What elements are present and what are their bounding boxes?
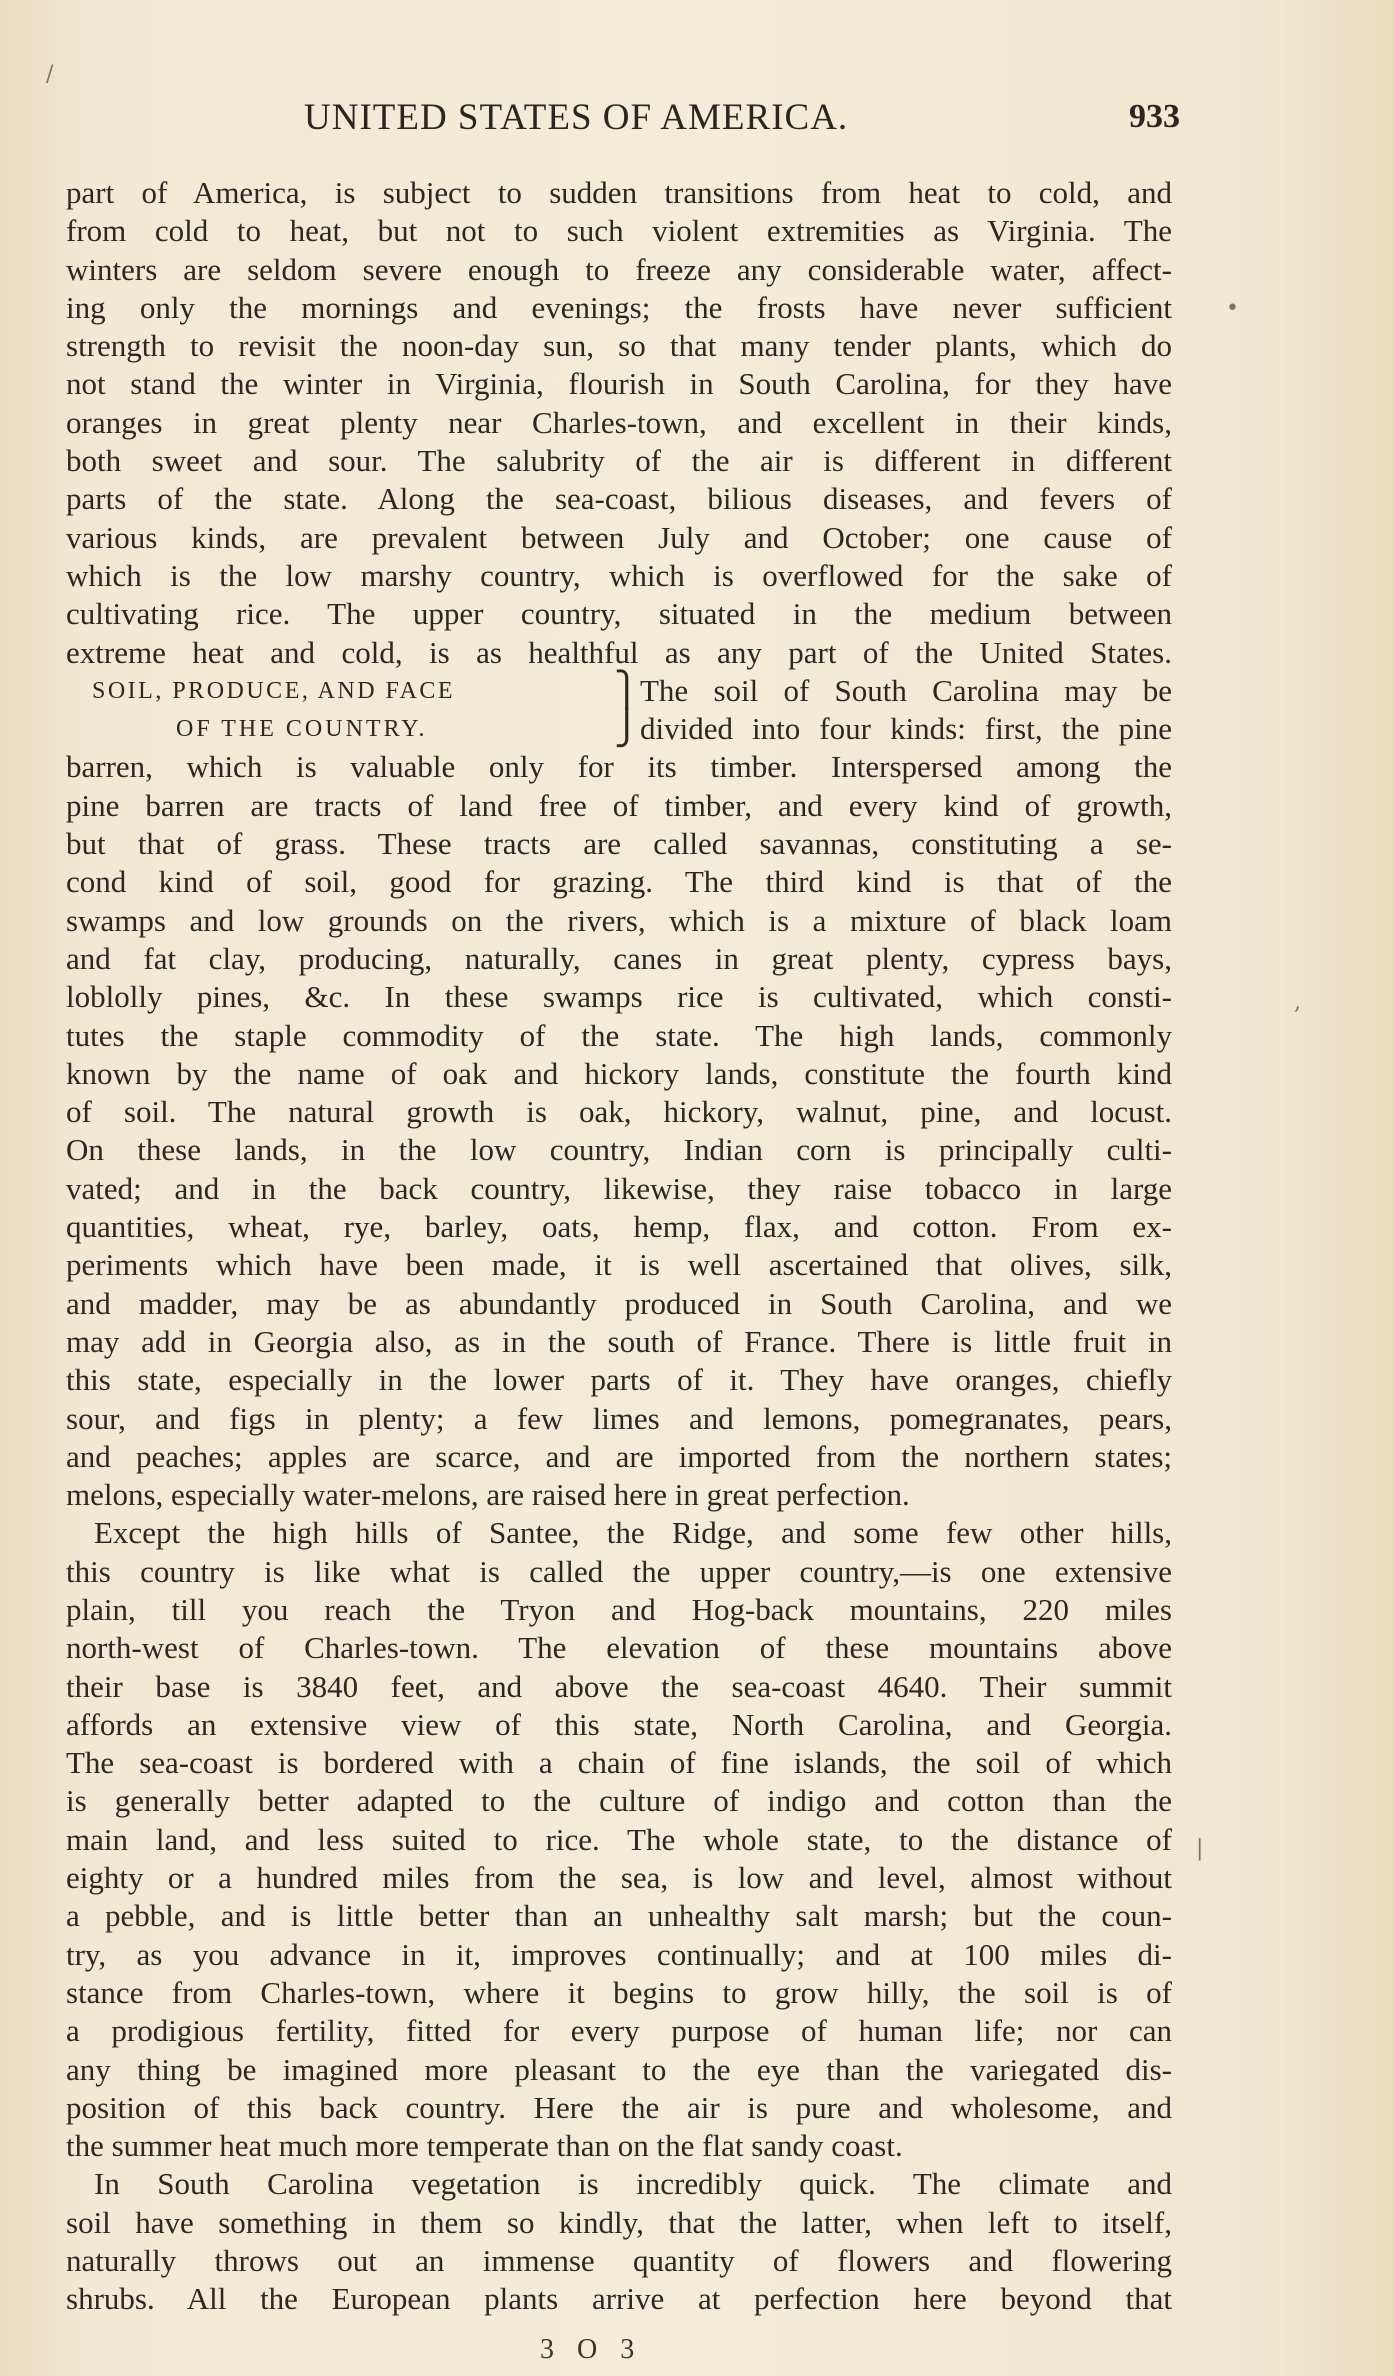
text-line: part of America, is subject to sudden transitions from heat to cold, and <box>66 175 1172 210</box>
text-line: plain, till you reach the Tryon and Hog-back mountains, 220 miles <box>66 1591 1172 1627</box>
stray-mark: / <box>46 62 54 87</box>
text-line: a prodigious fertility, fitted for every purpose of human life; nor can <box>66 2013 1172 2049</box>
text-line: In South Carolina vegetation is incredibly quick. The climate and <box>94 2166 1172 2202</box>
text-line: periments which have been made, it is well ascertained that olives, silk, <box>66 1247 1172 1283</box>
text-line: On these lands, in the low country, Indian corn is principally culti- <box>66 1132 1172 1168</box>
text-line: cultivating rice. The upper country, situated in the medium between <box>66 596 1172 632</box>
text-line: cond kind of soil, good for grazing. The third kind is that of the <box>66 864 1172 900</box>
heading-line <box>66 672 1172 710</box>
text-line: both sweet and sour. The salubrity of the air is different in different <box>66 443 1172 479</box>
text-line: shrubs. All the European plants arrive at perfection here beyond that <box>66 2281 1172 2317</box>
text-line: this state, especially in the lower parts of it. They have oranges, chiefly <box>66 1362 1172 1398</box>
text-line: main land, and less suited to rice. The whole state, to the distance of <box>66 1821 1172 1857</box>
section-heading: SOIL, PRODUCE, AND FACE <box>92 677 456 704</box>
heading-line <box>66 710 1172 748</box>
text-line: tutes the staple commodity of the state. The high lands, commonly <box>66 1017 1172 1053</box>
brace-glyph: ⎫ <box>614 671 640 709</box>
text-line: divided into four kinds: first, the pine <box>640 711 1172 747</box>
text-line: Except the high hills of Santee, the Ridge, and some few other hills, <box>94 1515 1172 1551</box>
text-line: parts of the state. Along the sea-coast, bilious diseases, and fevers of <box>66 481 1172 517</box>
brace-glyph: ⎭ <box>614 710 640 748</box>
text-line: The sea-coast is bordered with a chain of fine islands, the soil of which <box>66 1745 1172 1781</box>
text-line: which is the low marshy country, which is overflowed for the sake of <box>66 557 1172 593</box>
text-line: and peaches; apples are scarce, and are imported from the northern states; <box>66 1438 1172 1474</box>
text-line: north-west of Charles-town. The elevation of these mountains above <box>66 1630 1172 1666</box>
text-line: and madder, may be as abundantly produced in South Carolina, and we <box>66 1285 1172 1321</box>
text-line: a pebble, and is little better than an unhealthy salt marsh; but the coun- <box>66 1898 1172 1934</box>
section-soil <box>66 672 1172 1515</box>
text-line: known by the name of oak and hickory lands, constitute the fourth kind <box>66 1055 1172 1091</box>
text-line: and fat clay, producing, naturally, canes in great plenty, cypress bays, <box>66 940 1172 976</box>
text-line: naturally throws out an immense quantity of flowers and flowering <box>66 2243 1172 2279</box>
paragraph-vegetation <box>66 2165 1172 2318</box>
text-line: pine barren are tracts of land free of timber, and every kind of growth, <box>66 787 1172 823</box>
text-line: not stand the winter in Virginia, flourish in South Carolina, for they have <box>66 366 1172 402</box>
text-line: position of this back country. Here the air is pure and wholesome, and <box>66 2089 1172 2125</box>
text-line: this country is like what is called the upper country,—is one extensive <box>66 1553 1172 1589</box>
text-line: may add in Georgia also, as in the south of France. There is little fruit in <box>66 1323 1172 1359</box>
text-line: loblolly pines, &c. In these swamps rice is cultivated, which consti- <box>66 979 1172 1015</box>
page-header <box>300 96 1180 146</box>
text-line: of soil. The natural growth is oak, hickory, walnut, pine, and locust. <box>66 1094 1172 1130</box>
text-line: is generally better adapted to the culture of indigo and cotton than the <box>66 1783 1172 1819</box>
text-line: swamps and low grounds on the rivers, which is a mixture of black loam <box>66 902 1172 938</box>
text-line: quantities, wheat, rye, barley, oats, hemp, flax, and cotton. From ex- <box>66 1209 1172 1245</box>
text-line: their base is 3840 feet, and above the sea-coast 4640. Their summit <box>66 1668 1172 1704</box>
text-line: stance from Charles-town, where it begins to grow hilly, the soil is of <box>66 1974 1172 2010</box>
body-text <box>66 174 1172 2319</box>
text-line: the summer heat much more temperate than on the flat sandy coast. <box>66 2128 903 2164</box>
text-line: soil have something in them so kindly, that the latter, when left to itself, <box>66 2204 1172 2240</box>
text-line: affords an extensive view of this state, North Carolina, and Georgia. <box>66 1706 1172 1742</box>
text-line: barren, which is valuable only for its timber. Interspersed among the <box>66 749 1172 785</box>
section-heading: OF THE COUNTRY. <box>176 716 428 743</box>
text-line: any thing be imagined more pleasant to the eye than the variegated dis- <box>66 2051 1172 2087</box>
text-line: eighty or a hundred miles from the sea, is low and level, almost without <box>66 1860 1172 1896</box>
paragraph-climate <box>66 174 1172 672</box>
stray-mark: • <box>1226 296 1239 321</box>
stray-mark: , <box>1294 990 1301 1015</box>
text-line: various kinds, are prevalent between July and October; one cause of <box>66 519 1172 555</box>
text-line: sour, and figs in plenty; a few limes and lemons, pomegranates, pears, <box>66 1400 1172 1436</box>
stray-mark: | <box>1196 1836 1204 1861</box>
text-line: from cold to heat, but not to such violent extremities as Virginia. The <box>66 213 1172 249</box>
text-line: winters are seldom severe enough to freeze any considerable water, affect- <box>66 251 1172 287</box>
printer-signature: 3 O 3 <box>540 2334 643 2365</box>
text-line: extreme heat and cold, is as healthful as any part of the United States. <box>66 634 1172 670</box>
page-number: 933 <box>1129 98 1180 135</box>
running-title: UNITED STATES OF AMERICA. <box>304 97 849 138</box>
text-line: try, as you advance in it, improves continually; and at 100 miles di- <box>66 1936 1172 1972</box>
text-line: vated; and in the back country, likewise, they raise tobacco in large <box>66 1170 1172 1206</box>
text-line: but that of grass. These tracts are called savannas, constituting a se- <box>66 826 1172 862</box>
text-line: oranges in great plenty near Charles-town, and excellent in their kinds, <box>66 404 1172 440</box>
text-line: The soil of South Carolina may be <box>640 672 1172 708</box>
text-line: ing only the mornings and evenings; the frosts have never sufficient <box>66 289 1172 325</box>
paragraph-country <box>66 1514 1172 2165</box>
text-line: strength to revisit the noon-day sun, so that many tender plants, which do <box>66 328 1172 364</box>
text-line: melons, especially water-melons, are raised here in great perfection. <box>66 1477 910 1513</box>
